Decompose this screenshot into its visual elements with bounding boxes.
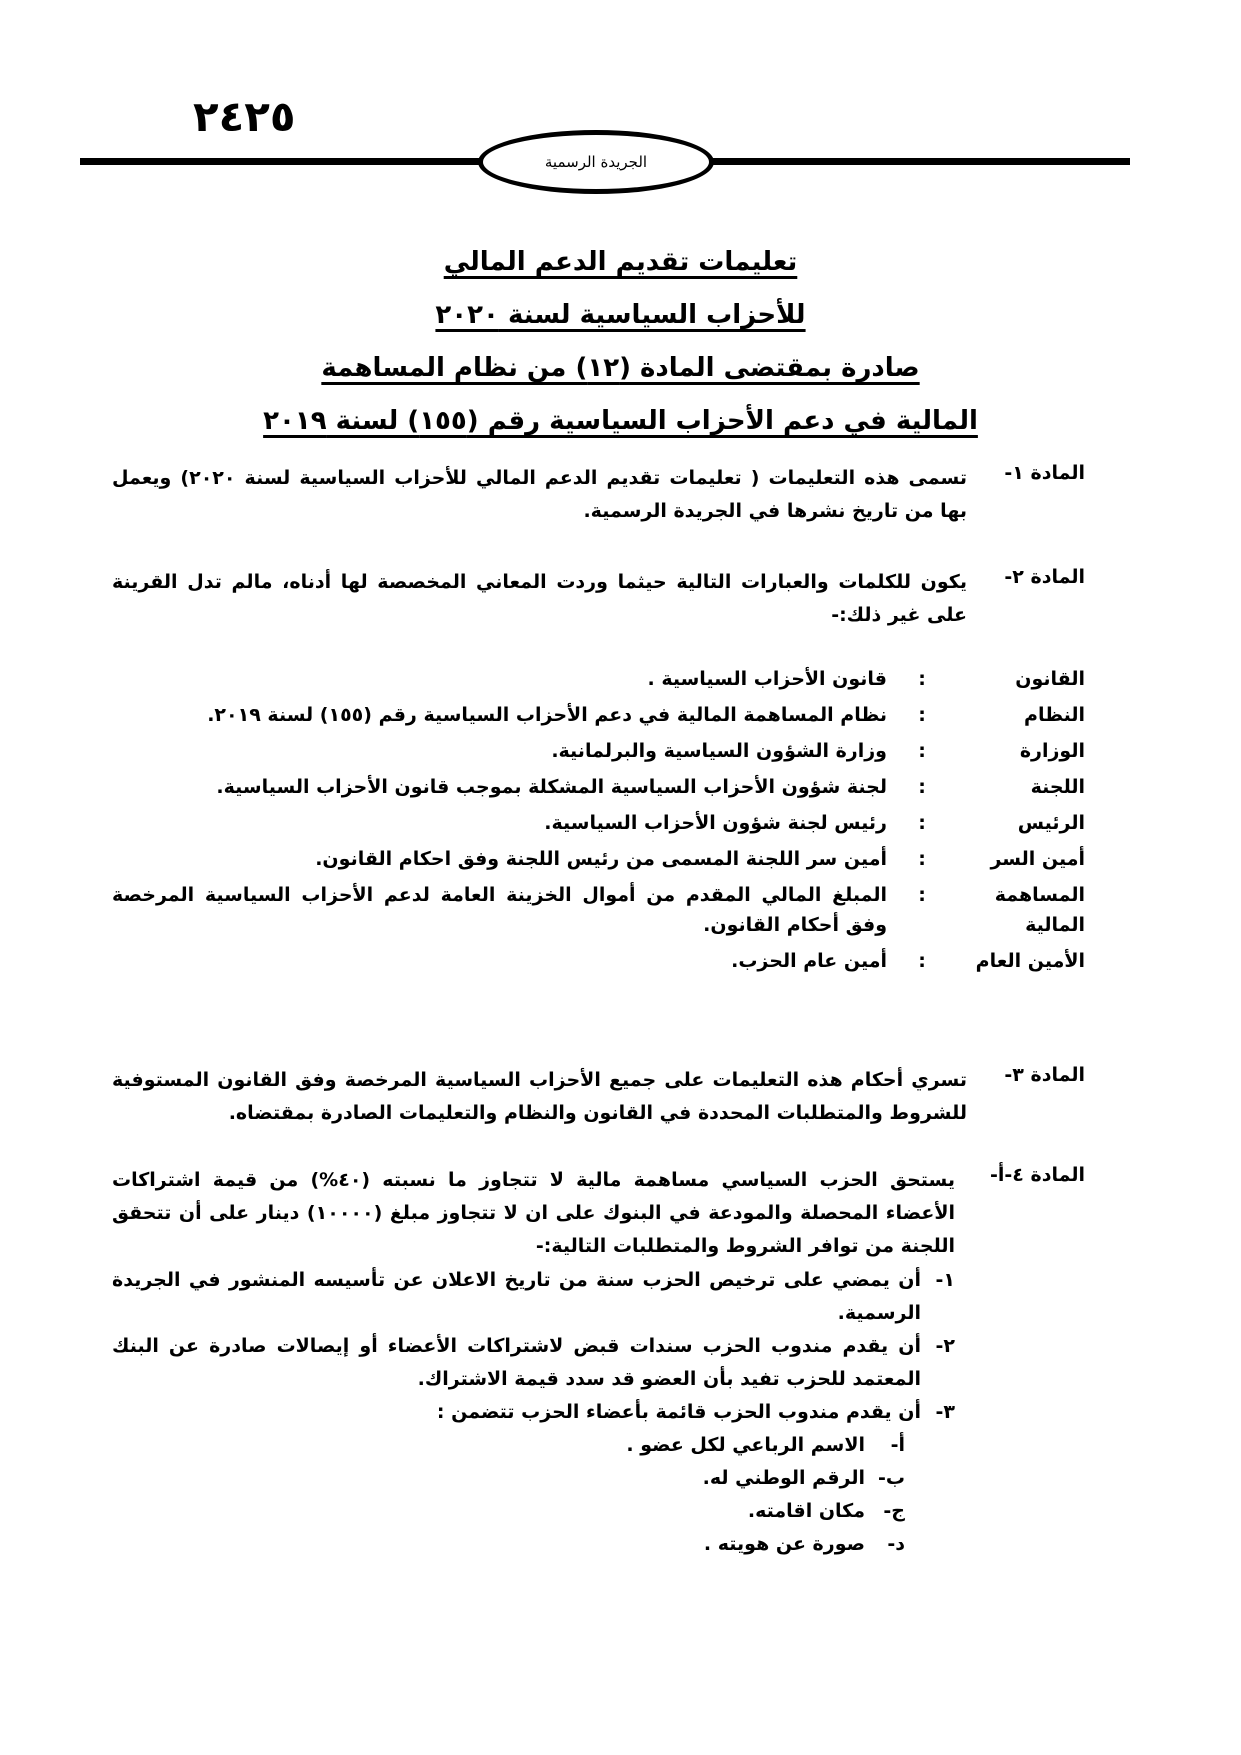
sub-item-letter: د- bbox=[887, 1533, 905, 1555]
condition-number: ١- bbox=[935, 1269, 955, 1291]
definition-colon: : bbox=[918, 950, 926, 972]
title-line-3: صادرة بمقتضى المادة (١٢) من نظام المساهمة bbox=[321, 353, 920, 383]
article-3-label: المادة ٣- bbox=[1004, 1064, 1085, 1086]
definition-colon: : bbox=[918, 812, 926, 834]
sub-item bbox=[112, 1495, 905, 1528]
condition-text: أن يقدم مندوب الحزب قائمة بأعضاء الحزب تتضمن : bbox=[436, 1401, 921, 1423]
article-1-text: تسمى هذه التعليمات ( تعليمات تقديم الدعم المالي للأحزاب السياسية لسنة ٢٠٢٠) ويعمل بها من تاريخ نشرها في الجريدة الرسمية. bbox=[112, 467, 967, 522]
sub-item-letter: ب- bbox=[878, 1467, 905, 1489]
title-line-4: المالية في دعم الأحزاب السياسية رقم (١٥٥) لسنة ٢٠١٩ bbox=[263, 406, 978, 436]
article-4 bbox=[112, 1164, 1085, 1263]
definition-value: نظام المساهمة المالية في دعم الأحزاب السياسية رقم (١٥٥) لسنة ٢٠١٩. bbox=[207, 704, 887, 726]
article-1 bbox=[112, 462, 1085, 528]
definition-value: لجنة شؤون الأحزاب السياسية المشكلة بموجب قانون الأحزاب السياسية. bbox=[216, 776, 887, 798]
definition-value: أمين سر اللجنة المسمى من رئيس اللجنة وفق احكام القانون. bbox=[315, 848, 887, 870]
definition-row bbox=[112, 700, 1085, 730]
definitions-list bbox=[112, 664, 1085, 982]
sub-item-letter: أ- bbox=[890, 1434, 905, 1456]
sub-item bbox=[112, 1462, 905, 1495]
conditions-list bbox=[112, 1264, 1085, 1561]
definition-colon: : bbox=[918, 740, 926, 762]
sub-item-letter: ج- bbox=[883, 1500, 905, 1522]
sub-item-text: الرقم الوطني له. bbox=[702, 1467, 865, 1489]
definition-value: وزارة الشؤون السياسية والبرلمانية. bbox=[551, 740, 887, 762]
definition-value: أمين عام الحزب. bbox=[731, 950, 887, 972]
definition-value: المبلغ المالي المقدم من أموال الخزينة العامة لدعم الأحزاب السياسية المرخصة وفق أحكام القانون. bbox=[112, 884, 887, 936]
definition-term: النظام bbox=[1024, 704, 1085, 726]
sub-item-text: مكان اقامته. bbox=[747, 1500, 865, 1522]
definition-colon: : bbox=[918, 776, 926, 798]
condition-item bbox=[112, 1264, 955, 1330]
definition-row bbox=[112, 664, 1085, 694]
page-number: ٢٤٢٥ bbox=[193, 92, 296, 141]
definition-term: اللجنة bbox=[1030, 776, 1085, 798]
condition-text: أن يقدم مندوب الحزب سندات قبض لاشتراكات الأعضاء أو إيصالات صادرة عن البنك المعتمد للحزب تفيد بأن العضو قد سدد قيمة الاشتراك. bbox=[112, 1335, 921, 1390]
title-line-1: تعليمات تقديم الدعم المالي bbox=[443, 247, 798, 277]
article-3 bbox=[112, 1064, 1085, 1130]
definition-term: أمين السر bbox=[990, 848, 1085, 870]
condition-item bbox=[112, 1396, 955, 1429]
condition-number: ٣- bbox=[935, 1401, 955, 1423]
article-4-text: يستحق الحزب السياسي مساهمة مالية لا تتجاوز ما نسبته (٤٠%) من قيمة اشتراكات الأعضاء المحصلة والمودعة في البنوك على ان لا تتجاوز مبلغ (١٠٠٠٠) دينار على أن تتحقق اللجنة من توافر الشروط والمتطلبات التالية:- bbox=[112, 1169, 955, 1257]
definition-row bbox=[112, 844, 1085, 874]
definition-row bbox=[112, 772, 1085, 802]
article-3-text: تسري أحكام هذه التعليمات على جميع الأحزاب السياسية المرخصة وفق القانون المستوفية للشروط والمتطلبات المحددة في القانون والنظام والتعليمات الصادرة بمقتضاه. bbox=[112, 1069, 967, 1124]
document-title bbox=[0, 240, 1241, 452]
article-2-text: يكون للكلمات والعبارات التالية حيثما وردت المعاني المخصصة لها أدناه، مالم تدل القرينة على غير ذلك:- bbox=[112, 571, 967, 626]
definition-value: رئيس لجنة شؤون الأحزاب السياسية. bbox=[544, 812, 887, 834]
definition-term: المساهمة المالية bbox=[994, 884, 1085, 936]
sub-item-text: صورة عن هويته . bbox=[703, 1533, 865, 1555]
definition-colon: : bbox=[918, 848, 926, 870]
sub-item bbox=[112, 1429, 905, 1462]
definition-colon: : bbox=[918, 668, 926, 690]
definition-term: الأمين العام bbox=[975, 950, 1085, 972]
definition-value: قانون الأحزاب السياسية . bbox=[647, 668, 887, 690]
definition-colon: : bbox=[918, 704, 926, 726]
article-4-label: المادة ٤-أ- bbox=[989, 1164, 1085, 1186]
article-2-label: المادة ٢- bbox=[1004, 566, 1085, 588]
gazette-name: الجريدة الرسمية bbox=[544, 153, 648, 171]
definition-row bbox=[112, 736, 1085, 766]
definition-term: الرئيس bbox=[1017, 812, 1085, 834]
definition-term: القانون bbox=[1015, 668, 1085, 690]
article-1-label: المادة ١- bbox=[1004, 462, 1085, 484]
definition-row bbox=[112, 946, 1085, 976]
sub-item bbox=[112, 1528, 905, 1561]
definition-row bbox=[112, 880, 1085, 940]
condition-number: ٢- bbox=[935, 1335, 955, 1357]
definition-colon: : bbox=[918, 884, 926, 906]
definition-row bbox=[112, 808, 1085, 838]
condition-item bbox=[112, 1330, 955, 1396]
definition-term: الوزارة bbox=[1019, 740, 1085, 762]
title-line-2: للأحزاب السياسية لسنة ٢٠٢٠ bbox=[435, 300, 806, 330]
condition-text: أن يمضي على ترخيص الحزب سنة من تاريخ الاعلان عن تأسيسه المنشور في الجريدة الرسمية. bbox=[112, 1269, 921, 1324]
sub-item-text: الاسم الرباعي لكل عضو . bbox=[626, 1434, 865, 1456]
article-2 bbox=[112, 566, 1085, 632]
gazette-name-oval bbox=[478, 130, 714, 194]
